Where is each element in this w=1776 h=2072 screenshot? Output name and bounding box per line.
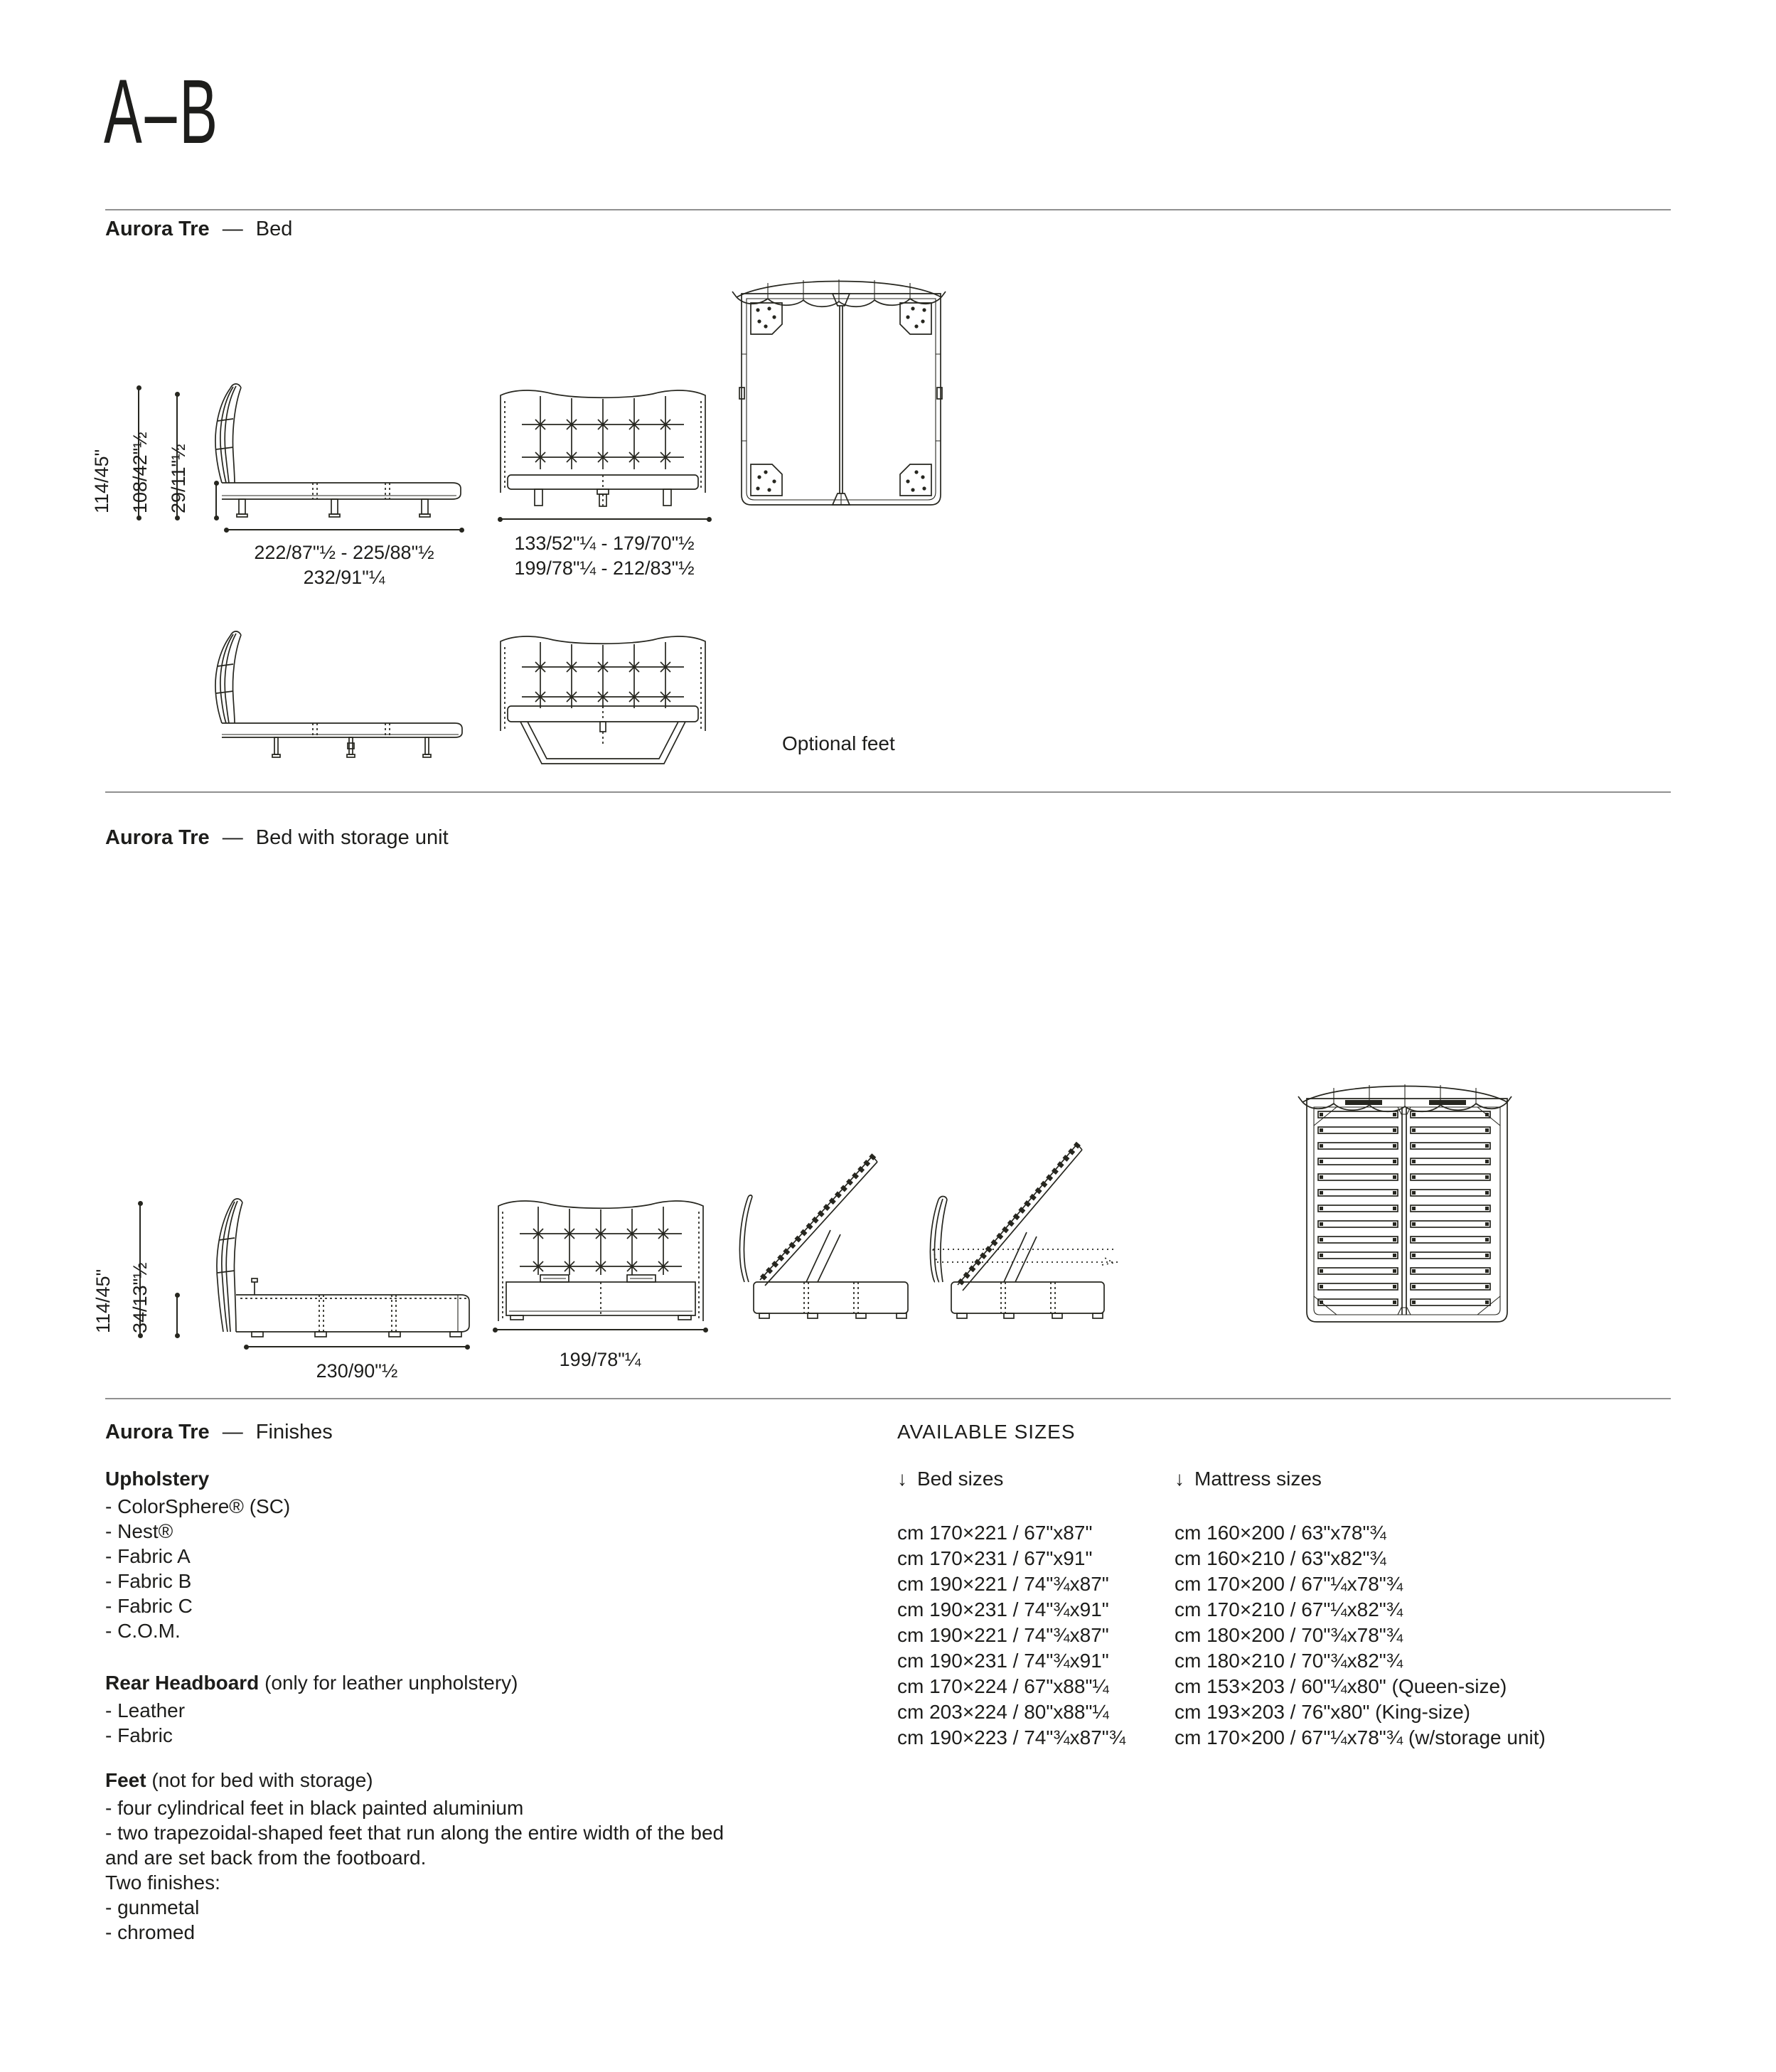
dim-label-front-width-2: 199/78"¼ - 212/83"½ (514, 557, 695, 579)
feet-line: Two finishes: (105, 1871, 220, 1894)
section-subtitle: Bed (255, 218, 293, 240)
bed-size-row: cm 190×221 / 74"¾x87" (897, 1624, 1109, 1646)
dim-line-storage-height-base (176, 1295, 178, 1336)
mattress-size-row: cm 170×200 / 67"¼x78"¾ (w/storage unit) (1175, 1726, 1546, 1748)
section-subtitle: Finishes (255, 1421, 333, 1443)
optional-feet-label: Optional feet (782, 732, 895, 754)
upholstery-heading: Upholstery (105, 1468, 210, 1490)
bed-sizes-label: Bed sizes (917, 1468, 1004, 1490)
dim-labels-bed-front (462, 531, 747, 581)
storage-bed-side-view-drawing (208, 1193, 478, 1342)
bed-size-row: cm 190×231 / 74"¾x91" (897, 1598, 1109, 1620)
bed-size-row: cm 170×231 / 67"x91" (897, 1547, 1093, 1569)
dim-labels-storage-front (458, 1347, 742, 1372)
dim-label-height-base: 29/11"½ (168, 444, 189, 513)
mattress-size-row: cm 170×200 / 67"¼x78"¾ (1175, 1573, 1403, 1595)
mattress-size-row: cm 160×210 / 63"x82"¾ (1175, 1547, 1386, 1569)
rear-headboard-list (105, 1698, 185, 1748)
mattress-size-row: cm 160×200 / 63"x78"¾ (1175, 1522, 1386, 1544)
dim-label-side-width-1: 222/87"½ - 225/88"½ (254, 542, 434, 563)
dim-labels-storage-side (215, 1359, 499, 1384)
rear-headboard-heading: Rear Headboard (only for leather unpholstery) (105, 1672, 518, 1694)
feet-line: and are set back from the footboard. (105, 1847, 427, 1869)
upholstery-item: - Fabric B (105, 1570, 192, 1592)
bed-top-view-drawing (732, 270, 949, 512)
section-heading-finishes (105, 1421, 333, 1444)
mattress-sizes-label: Mattress sizes (1194, 1468, 1322, 1490)
upholstery-item: - Fabric C (105, 1595, 193, 1617)
section-subtitle: Bed with storage unit (255, 826, 449, 849)
dim-line-storage-front-width (495, 1329, 706, 1330)
bed-sizes-list (897, 1520, 1125, 1751)
divider-storage-finishes (105, 1398, 1671, 1399)
upholstery-item: - ColorSphere® (SC) (105, 1495, 291, 1517)
available-sizes-title: AVAILABLE SIZES (897, 1421, 1076, 1443)
product-name: Aurora Tre (105, 218, 210, 240)
mattress-size-row: cm 153×203 / 60"¼x80" (Queen-size) (1175, 1675, 1507, 1697)
bed-front-view-optional-feet-drawing (496, 631, 713, 770)
upholstery-item: - Nest® (105, 1520, 173, 1542)
divider-top (105, 209, 1671, 210)
divider-bed-storage (105, 791, 1671, 793)
bed-size-row: cm 190×221 / 74"¾x87" (897, 1573, 1109, 1595)
heading-dash: — (222, 826, 243, 849)
upholstery-item: - C.O.M. (105, 1620, 181, 1642)
bed-size-row: cm 203×224 / 80"x88"¼ (897, 1701, 1109, 1723)
dim-label-front-width-1: 133/52"¼ - 179/70"½ (514, 533, 695, 554)
feet-line: - gunmetal (105, 1896, 200, 1918)
feet-line: - chromed (105, 1921, 196, 1943)
feet-heading: Feet (not for bed with storage) (105, 1769, 373, 1791)
bed-size-row: cm 170×224 / 67"x88"¼ (897, 1675, 1109, 1697)
bed-side-view-drawing (206, 378, 469, 520)
bed-size-row: cm 170×221 / 67"x87" (897, 1522, 1093, 1544)
dim-label-storage-height-total: 114/45" (92, 1269, 114, 1333)
heading-dash: — (222, 1421, 243, 1443)
dim-label-storage-front-width: 199/78"¼ (559, 1349, 641, 1370)
dim-label-height-headboard: 108/42"½ (129, 432, 151, 513)
dim-label-storage-side-width: 230/90"½ (316, 1360, 398, 1382)
dim-label-side-width-2: 232/91"¼ (303, 567, 385, 588)
product-name: Aurora Tre (105, 1421, 210, 1443)
dim-label-height-total: 114/45" (91, 449, 112, 513)
heading-dash: — (222, 218, 243, 240)
mattress-size-row: cm 193×203 / 76"x80" (King-size) (1175, 1701, 1470, 1723)
bed-size-row: cm 190×231 / 74"¾x91" (897, 1650, 1109, 1672)
section-heading-bed (105, 218, 292, 241)
feet-line: - four cylindrical feet in black painted aluminium (105, 1797, 524, 1819)
mattress-sizes-list (1175, 1520, 1546, 1751)
dim-line-bed-front-width (500, 518, 710, 520)
upholstery-list (105, 1494, 290, 1643)
storage-bed-top-view-drawing (1298, 1070, 1515, 1326)
upholstery-item: - Fabric A (105, 1545, 191, 1567)
feet-line: - two trapezoidal-shaped feet that run along the entire width of the bed (105, 1822, 724, 1844)
mattress-size-row: cm 180×210 / 70"¾x82"¾ (1175, 1650, 1403, 1672)
dim-label-storage-height-base: 34/13"½ (129, 1262, 151, 1333)
mattress-size-row: cm 180×200 / 70"¾x78"¾ (1175, 1624, 1403, 1646)
down-arrow-icon: ↓ (1175, 1468, 1184, 1490)
bed-front-view-drawing (496, 384, 713, 512)
bed-side-view-optional-feet-drawing (206, 629, 469, 761)
product-name: Aurora Tre (105, 826, 210, 849)
storage-bed-open-lid-drawing (737, 1138, 918, 1324)
dim-line-storage-side-width (246, 1346, 468, 1347)
page-title: A–B (104, 61, 220, 163)
dim-labels-bed-side (202, 540, 486, 590)
mattress-sizes-header (1175, 1468, 1322, 1490)
bed-size-row: cm 190×223 / 74"¾x87"¾ (897, 1726, 1126, 1748)
feet-list (105, 1795, 724, 1945)
storage-bed-front-view-drawing (495, 1195, 708, 1326)
rear-headboard-item: - Leather (105, 1699, 186, 1721)
down-arrow-icon: ↓ (897, 1468, 907, 1490)
section-heading-storage (105, 826, 449, 850)
rear-headboard-item: - Fabric (105, 1724, 173, 1746)
bed-sizes-header (897, 1468, 1003, 1490)
storage-bed-open-lid-mattress-drawing (919, 1134, 1126, 1326)
dim-line-bed-side-width (226, 529, 462, 530)
mattress-size-row: cm 170×210 / 67"¼x82"¾ (1175, 1598, 1403, 1620)
